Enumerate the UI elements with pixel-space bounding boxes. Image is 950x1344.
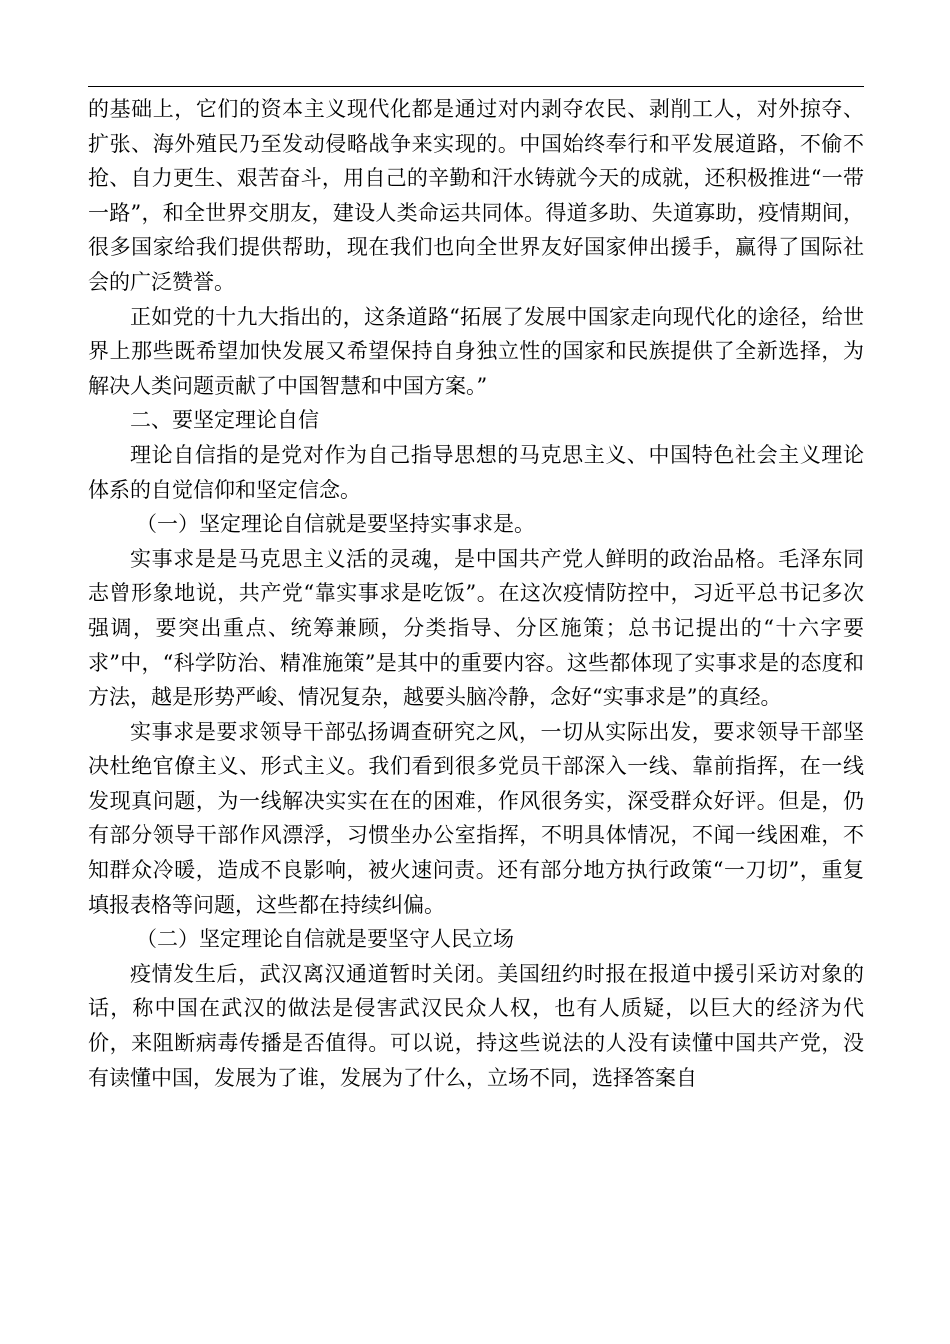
paragraph-continuation: 的基础上，它们的资本主义现代化都是通过对内剥夺农民、剥削工人，对外掠夺、扩张、海外殖民乃至发动侵略战争来实现的。中国始终奉行和平发展道路，不偷不抢、自力更生、艰苦奋斗，用自己的辛勤和汗水铸就今天的成就，还积极推进“一带一路”，和全世界交朋友，建设人类命运共同体。得道多助、失道寡助，疫情期间，很多国家给我们提供帮助，现在我们也向全世界友好国家伸出援手，赢得了国际社会的广泛赞誉。 bbox=[88, 97, 864, 294]
paragraph: 正如党的十九大指出的，这条道路“拓展了发展中国家走向现代化的途径，给世界上那些既希望加快发展又希望保持自身独立性的国家和民族提供了全新选择，为解决人类问题贡献了中国智慧和中国方案。” bbox=[88, 304, 864, 398]
header-rule bbox=[88, 86, 864, 87]
subsection-heading: （一）坚定理论自信就是要坚持实事求是。 bbox=[136, 512, 535, 537]
subsection-heading: （二）坚定理论自信就是要坚守人民立场 bbox=[136, 927, 514, 952]
section-heading: 二、要坚定理论自信 bbox=[130, 408, 319, 433]
paragraph: 实事求是要求领导干部弘扬调查研究之风，一切从实际出发，要求领导干部坚决杜绝官僚主义、形式主义。我们看到很多党员干部深入一线、靠前指挥，在一线发现真问题，为一线解决实实在在的困难，作风很务实，深受群众好评。但是，仍有部分领导干部作风漂浮，习惯坐办公室指挥，不明具体情况，不闻一线困难，不知群众冷暖，造成不良影响，被火速问责。还有部分地方执行政策“一刀切”，重复填报表格等问题，这些都在持续纠偏。 bbox=[88, 719, 864, 917]
paragraph: 理论自信指的是党对作为自己指导思想的马克思主义、中国特色社会主义理论体系的自觉信仰和坚定信念。 bbox=[88, 442, 864, 502]
document-body bbox=[88, 92, 864, 1095]
paragraph: 实事求是是马克思主义活的灵魂，是中国共产党人鲜明的政治品格。毛泽东同志曾形象地说，共产党“靠实事求是吃饭”。在这次疫情防控中，习近平总书记多次强调，要突出重点、统筹兼顾，分类指导、分区施策；总书记提出的“十六字要求”中，“科学防治、精准施策”是其中的重要内容。这些都体现了实事求是的态度和方法，越是形势严峻、情况复杂，越要头脑冷静，念好“实事求是”的真经。 bbox=[88, 546, 864, 710]
paragraph: 疫情发生后，武汉离汉通道暂时关闭。美国纽约时报在报道中援引采访对象的话，称中国在武汉的做法是侵害武汉民众人权，也有人质疑，以巨大的经济为代价，来阻断病毒传播是否值得。可以说，持这些说法的人没有读懂中国共产党，没有读懂中国，发展为了谁，发展为了什么，立场不同，选择答案自 bbox=[88, 961, 864, 1090]
